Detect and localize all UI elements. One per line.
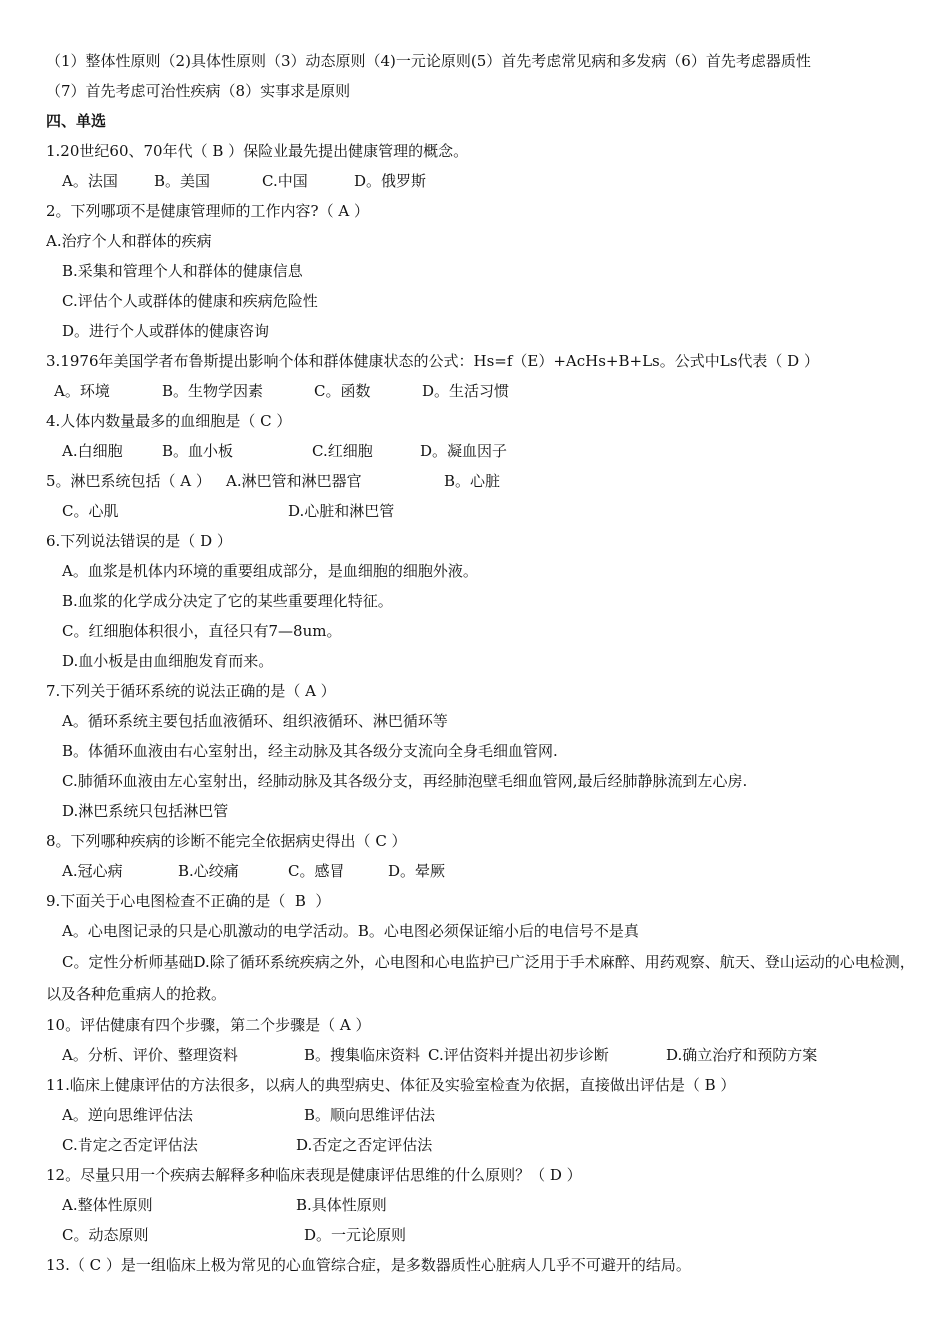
option-d: D。俄罗斯 [354,172,427,190]
option-a: A.冠心病 [62,862,123,880]
question-7-option-b: B。体循环血液由右心室射出，经主动脉及其各级分支流向全身毛细血管网. [62,742,558,760]
option-c: C.肯定之否定评估法 [62,1136,198,1154]
option-a: A.白细胞 [62,442,123,460]
question-10-stem: 10。评估健康有四个步骤，第二个步骤是（ A ） [46,1016,371,1034]
question-6-option-c: C。红细胞体积很小，直径只有7—8um。 [62,622,342,640]
question-7-option-d: D.淋巴系统只包括淋巴管 [62,802,229,820]
question-6-option-a: A。血浆是机体内环境的重要组成部分，是血细胞的细胞外液。 [62,562,478,580]
option-b: B。生物学因素 [162,382,264,400]
option-a: A.整体性原则 [62,1196,153,1214]
question-4-options [46,436,916,466]
question-12-options-cd [46,1220,916,1250]
option-c: C.评估资料并提出初步诊断 [428,1046,609,1064]
option-d: D.确立治疗和预防方案 [666,1046,818,1064]
question-2-stem: 2。下列哪项不是健康管理师的工作内容?（ A ） [46,202,369,220]
question-5-stem: 5。淋巴系统包括（ A ） [46,472,211,490]
question-6-stem: 6.下列说法错误的是（ D ） [46,532,232,550]
option-a: A。逆向思维评估法 [62,1106,193,1124]
option-b: B.具体性原则 [296,1196,387,1214]
question-2-option-a: A.治疗个人和群体的疾病 [46,232,212,250]
option-d: D。一元论原则 [304,1226,407,1244]
option-c: C.红细胞 [312,442,373,460]
option-c: C.中国 [262,172,308,190]
option-c: C。感冒 [288,862,345,880]
question-5-line-2 [46,496,916,526]
option-c: C。函数 [314,382,371,400]
option-b: B。顺向思维评估法 [304,1106,436,1124]
intro-line-2: （7）首先考虑可治性疾病（8）实事求是原则 [46,82,351,100]
question-10-options [46,1040,916,1070]
question-11-stem: 11.临床上健康评估的方法很多，以病人的典型病史、体征及实验室检查为依据，直接做出评估是（ B ） [46,1076,736,1094]
question-7-option-c: C.肺循环血液由左心室射出，经肺动脉及其各级分支，再经肺泡壁毛细血管网,最后经肺静脉流到左心房. [62,772,748,790]
option-a: A。法国 [62,172,118,190]
option-b: B。搜集临床资料 [304,1046,421,1064]
option-b: B.心绞痛 [178,862,239,880]
question-9-options-cd: C。定性分析师基础D.除了循环系统疾病之外，心电图和心电监护已广泛用于手术麻醉、用药观察、航天、登山运动的心电检测，以及各种危重病人的抢救。 [46,953,915,1003]
option-d: D。凝血因子 [420,442,508,460]
question-9-options-ab: A。心电图记录的只是心肌激动的电学活动。B。心电图必须保证缩小后的电信号不是真 [62,922,639,940]
option-c: C。动态原则 [62,1226,149,1244]
question-2-option-c: C.评估个人或群体的健康和疾病危险性 [62,292,318,310]
question-3-options [46,376,916,406]
question-11-options-cd [46,1130,916,1160]
question-3-stem: 3.1976年美国学者布鲁斯提出影响个体和群体健康状态的公式：Hs=f（E）+AcHs+B+Ls。公式中Ls代表（ D ） [46,352,819,370]
option-d: D.否定之否定评估法 [296,1136,433,1154]
question-2-option-d: D。进行个人或群体的健康咨询 [62,322,270,340]
question-4-stem: 4.人体内数量最多的血细胞是（ C ） [46,412,292,430]
question-6-option-d: D.血小板是由血细胞发育而来。 [62,652,274,670]
option-a: A。分析、评价、整理资料 [62,1046,238,1064]
option-b: B。心脏 [444,472,501,490]
question-12-stem: 12。尽量只用一个疾病去解释多种临床表现是健康评估思维的什么原则？（ D ） [46,1166,582,1184]
question-8-stem: 8。下列哪种疾病的诊断不能完全依据病史得出（ C ） [46,832,407,850]
question-11-options-ab [46,1100,916,1130]
option-c: C。心肌 [62,502,119,520]
question-7-option-a: A。循环系统主要包括血液循环、组织液循环、淋巴循环等 [62,712,448,730]
question-1-options [46,166,916,196]
option-b: B。血小板 [162,442,234,460]
question-2-option-b: B.采集和管理个人和群体的健康信息 [62,262,303,280]
question-6-option-b: B.血浆的化学成分决定了它的某些重要理化特征。 [62,592,393,610]
option-a: A。环境 [54,382,110,400]
question-1-stem: 1.20世纪60、70年代（ B ）保险业最先提出健康管理的概念。 [46,142,469,160]
question-7-stem: 7.下列关于循环系统的说法正确的是（ A ） [46,682,336,700]
question-8-options [46,856,916,886]
intro-line-1: （1）整体性原则（2)具体性原则（3）动态原则（4)一元论原则(5）首先考虑常见病和多发病（6）首先考虑器质性 [46,52,811,70]
option-b: B。美国 [154,172,211,190]
question-13-stem: 13.（ C ）是一组临床上极为常见的心血管综合症，是多数器质性心脏病人几乎不可避开的结局。 [46,1256,691,1274]
document-page [46,46,916,1280]
section-title: 四、单选 [46,112,107,130]
option-d: D.心脏和淋巴管 [288,502,395,520]
option-d: D。晕厥 [388,862,446,880]
question-5-line-1 [46,466,916,496]
option-d: D。生活习惯 [422,382,510,400]
question-9-stem: 9.下面关于心电图检查不正确的是（ B ） [46,892,331,910]
question-12-options-ab [46,1190,916,1220]
option-a: A.淋巴管和淋巴器官 [226,472,362,490]
